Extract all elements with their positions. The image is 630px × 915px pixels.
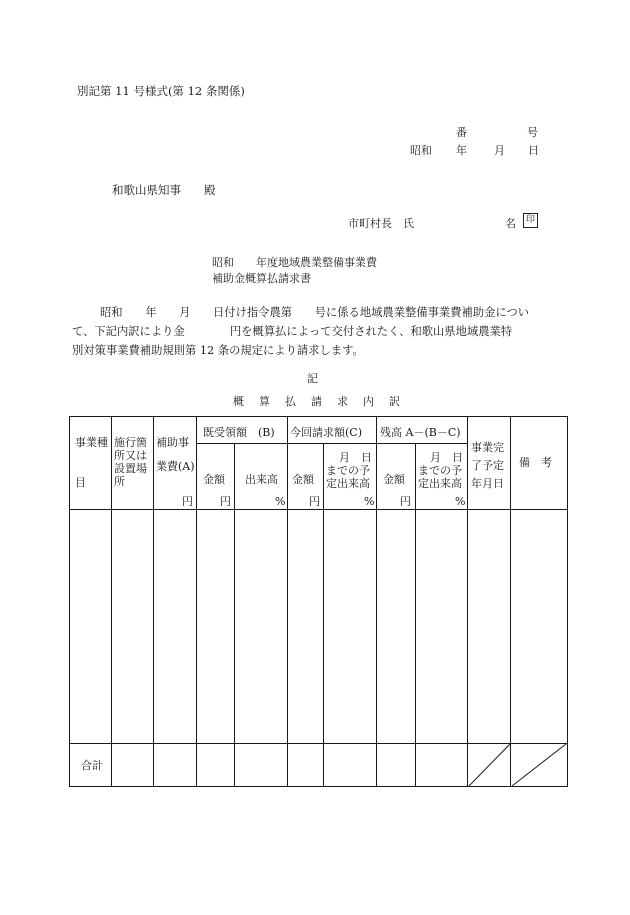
col-shiko-line2: 所又は xyxy=(114,449,147,462)
konkai-kingaku: 金額 xyxy=(292,473,314,486)
estimate-table xyxy=(69,416,568,787)
date-day: 日 xyxy=(528,144,539,157)
col-rule xyxy=(323,443,324,787)
seal-mark: 印 xyxy=(523,213,538,228)
zandaka-kingaku: 金額 xyxy=(383,473,405,486)
number-go: 号 xyxy=(527,126,538,139)
col-biko: 備 考 xyxy=(519,456,552,469)
table-title-char: 内 xyxy=(363,395,374,408)
col-rule xyxy=(467,416,468,787)
col-hojo-line1: 補助事 xyxy=(156,436,189,449)
document-title-line2: 補助金概算払請求書 xyxy=(212,272,311,285)
konkai-yotei-line3: 定出来高 xyxy=(326,477,370,490)
kisho-dekidaka: 出来高 xyxy=(245,473,278,486)
document-title-line1: 昭和 年度地域農業整備事業費 xyxy=(212,256,377,269)
zandaka-yotei-line3: 定出来高 xyxy=(418,477,462,490)
table-title-char: 請 xyxy=(311,395,322,408)
zandaka-yotei-line2: までの予 xyxy=(418,464,462,477)
kisho-kingaku: 金額 xyxy=(203,473,225,486)
table-border-right xyxy=(567,416,568,787)
date-era: 昭和 xyxy=(410,144,432,157)
col-kanryo-line1: 事業完 xyxy=(471,441,504,454)
zandaka-yotei-line1: 月 日 xyxy=(430,451,463,464)
zandaka-percent: % xyxy=(455,495,466,508)
col-rule xyxy=(153,416,154,787)
col-jigyoshu-line1: 事業種 xyxy=(75,436,108,449)
konkai-yotei-line1: 月 日 xyxy=(339,451,372,464)
group-kisho: 既受領額 (B) xyxy=(203,426,275,439)
table-title-char: 算 xyxy=(259,395,270,408)
group-rule xyxy=(196,443,467,444)
table-border-left xyxy=(69,416,70,787)
col-rule xyxy=(287,416,288,787)
col-hojo-line2: 業費(A) xyxy=(156,460,195,473)
table-title xyxy=(233,393,415,409)
total-label: 合計 xyxy=(81,759,103,772)
col-jigyoshu-line2: 目 xyxy=(75,476,86,489)
body-line-1: 昭和 年 月 日付け指令農第 号に係る地域農業整備事業費補助金につい xyxy=(100,306,530,319)
table-title-char: 訳 xyxy=(389,395,400,408)
col-rule xyxy=(196,416,197,787)
col-rule xyxy=(111,416,112,787)
konkai-yen: 円 xyxy=(309,495,320,508)
col-rule xyxy=(376,416,377,787)
addressee: 和歌山県知事 殿 xyxy=(112,183,216,197)
col-shiko-line1: 施行箇 xyxy=(114,436,147,449)
col-kanryo-line3: 年月日 xyxy=(471,477,504,490)
table-title-char: 払 xyxy=(285,395,296,408)
table-title-char: 概 xyxy=(233,395,244,408)
form-title: 別記第 11 号様式(第 12 条関係) xyxy=(77,84,245,98)
body-line-3: 別対策事業費補助規則第 12 条の規定により請求します。 xyxy=(72,344,364,357)
col-shiko-line3: 設置場 xyxy=(114,462,147,475)
kisho-percent: % xyxy=(275,495,286,508)
header-rule xyxy=(69,509,568,510)
body-line-2: て、下記内訳により金 円を概算払によって交付されたく、和歌山県地域農業特 xyxy=(72,325,513,338)
date-month: 月 xyxy=(494,144,505,157)
number-ban: 番 xyxy=(456,126,467,139)
ki-heading: 記 xyxy=(307,372,318,385)
body-text xyxy=(60,303,560,360)
total-diagonal xyxy=(467,743,568,787)
zandaka-yen: 円 xyxy=(400,495,411,508)
date-year: 年 xyxy=(456,144,467,157)
applicant-name-suffix: 名 xyxy=(505,217,516,230)
applicant-label: 市町村長 氏 xyxy=(348,217,414,230)
table-title-char: 求 xyxy=(337,395,348,408)
col-rule xyxy=(510,416,511,787)
kisho-yen: 円 xyxy=(220,495,231,508)
group-konkai: 今回請求額(C) xyxy=(290,426,362,439)
col-kanryo-line2: 了予定 xyxy=(471,459,504,472)
table-border-top xyxy=(69,416,568,417)
col-rule xyxy=(234,443,235,787)
konkai-yotei-line2: までの予 xyxy=(326,464,370,477)
col-shiko-line4: 所 xyxy=(114,475,125,488)
col-rule xyxy=(415,443,416,787)
group-zandaka: 残高 A－(B－C) xyxy=(380,426,461,439)
col-hojo-unit: 円 xyxy=(182,495,193,508)
konkai-percent: % xyxy=(364,495,375,508)
